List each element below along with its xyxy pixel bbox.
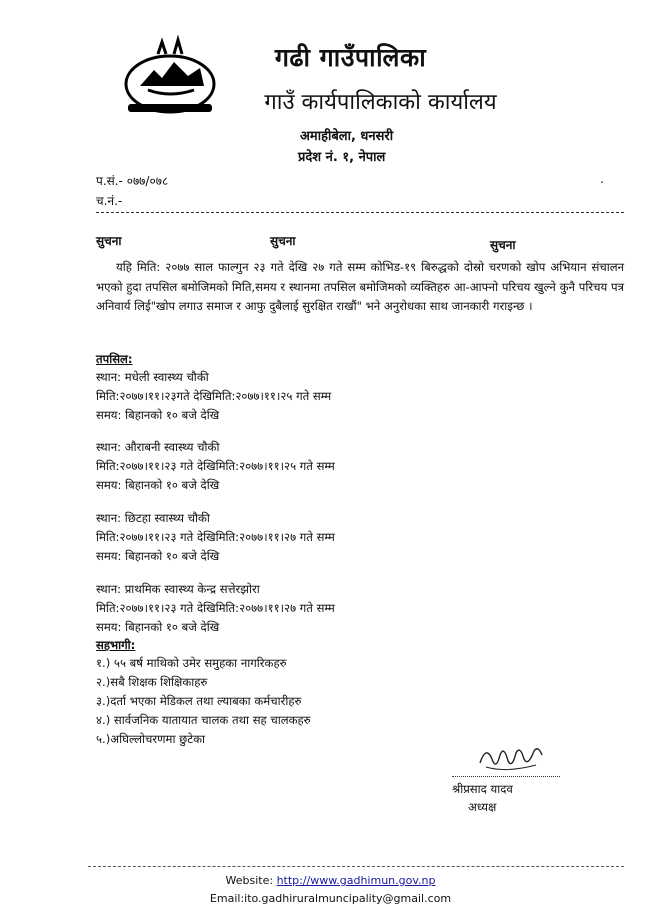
website-link[interactable]: http://www.gadhimun.gov.np — [276, 874, 436, 887]
schedule-time: समय: बिहानको १० बजे देखि — [96, 549, 220, 563]
website-label: Website: — [225, 874, 277, 887]
handwritten-signature — [476, 741, 546, 775]
participant-item: १.) ५५ बर्ष माथिको उमेर समुहका नागरिकहरु — [96, 656, 287, 670]
signature-line — [452, 776, 560, 777]
address-line-1: अमाहीबेला, धनसरी — [300, 129, 394, 144]
schedule-place: स्थान: औराबनी स्वास्थ्य चौकी — [96, 440, 220, 454]
schedule-date: मिति:२०७७।११।२३ गते देखिमिति:२०७७।११।२७ गते सम्म — [96, 601, 335, 615]
schedule-heading: तपसिल: — [96, 352, 133, 366]
participants-heading: सहभागी: — [96, 638, 136, 652]
schedule-date: मिति:२०७७।११।२३ गते देखिमिति:२०७७।११।२७ गते सम्म — [96, 530, 335, 544]
stray-mark: . — [600, 172, 604, 186]
schedule-place: स्थान: छिटहा स्वास्थ्य चौकी — [96, 511, 210, 525]
schedule-time: समय: बिहानको १० बजे देखि — [96, 620, 220, 634]
schedule-time: समय: बिहानको १० बजे देखि — [96, 408, 220, 422]
signatory-designation: अध्यक्ष — [468, 800, 497, 814]
schedule-date: मिति:२०७७।११।२३गते देखिमिति:२०७७।११।२५ गते सम्म — [96, 389, 332, 403]
schedule-place: स्थान: प्राथमिक स्वास्थ्य केन्द्र सत्तेरझोरा — [96, 582, 260, 596]
participant-item: ५.)अघिल्लोचरणमा छुटेका — [96, 732, 206, 746]
footer-email[interactable]: Email:ito.gadhiruralmuncipality@gmail.com — [209, 892, 452, 905]
signatory-name: श्रीप्रसाद यादव — [452, 782, 513, 796]
schedule-date: मिति:२०७७।११।२३ गते देखिमिति:२०७७।११।२५ गते सम्म — [96, 459, 335, 473]
dispatch-number: च.नं.- — [96, 194, 123, 208]
schedule-time: समय: बिहानको १० बजे देखि — [96, 478, 220, 492]
footer-website — [0, 874, 661, 887]
organization-name: गढी गाउँपालिका — [274, 43, 427, 72]
notice-body-paragraph: यहि मिति: २०७७ साल फाल्गुन २३ गते देखि २७ गते सम्म कोभिड-१९ बिरुद्धको दोस्रो चरणको खोप अभियान संचालन भएको हुदा तपसिल बमोजिमको मिति,समय र स्थानमा तपसिल बमोजिमको व्यक्तिहरु आ-आफ्नो परिचय खुल्ने कुनै परिचय पत्र अनिवार्य लिई"खोप लगाउ समाज र आफु दुबैलाई सुरक्षित राखौं" भने अनुरोधका साथ जानकारी गराइन्छ । — [96, 260, 624, 313]
letter-number: प.सं.- ०७७/०७८ — [96, 174, 169, 188]
footer-divider — [88, 866, 624, 867]
notice-heading-center: सुचना — [270, 234, 296, 248]
office-name: गाउँ कार्यपालिकाको कार्यालय — [264, 90, 497, 115]
header-divider — [96, 212, 624, 213]
address-line-2: प्रदेश नं. १, नेपाल — [298, 150, 386, 165]
schedule-place: स्थान: मधेली स्वास्थ्य चौकी — [96, 370, 209, 384]
participant-item: ४.) सार्वजनिक यातायात चालक तथा सह चालकहरु — [96, 713, 311, 727]
notice-heading-right: सुचना — [490, 238, 516, 252]
participant-item: ३.)दर्ता भएका मेडिकल तथा ल्याबका कर्मचारीहरु — [96, 694, 302, 708]
notice-heading-left: सुचना — [96, 234, 122, 248]
participant-item: २.)सबै शिक्षक शिक्षिकाहरु — [96, 675, 208, 689]
